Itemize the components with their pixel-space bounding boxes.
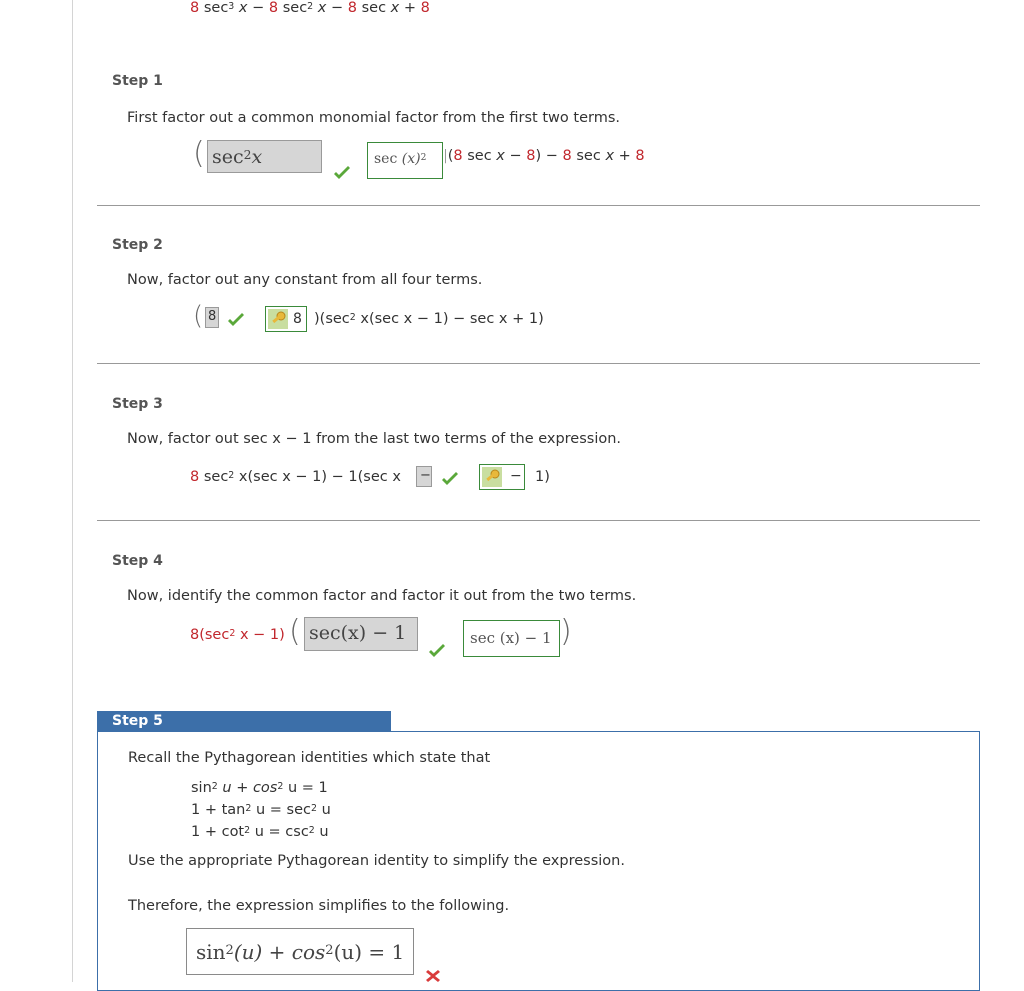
identity-2: $1 + \tan^2 u = \sec^2 u$ (191, 802, 331, 818)
step-2-answer-input[interactable]: 8 (205, 307, 219, 328)
key-icon (268, 309, 288, 329)
step-5-use: Use the appropriate Pythagorean identity to simplify the expression. (128, 853, 625, 869)
step-2-label: Step 2 (112, 237, 163, 253)
step-3-expression-end: 1) (535, 469, 550, 485)
step-3-label: Step 3 (112, 396, 163, 412)
step-4-label: Step 4 (112, 553, 163, 569)
open-paren: ( (193, 136, 205, 171)
check-icon (428, 644, 446, 658)
close-paren: ) (560, 614, 572, 649)
step-4-expression: $8(\sec^2$ x − 1) (190, 627, 285, 643)
step-5-answer-input[interactable]: $\sin^2(u) + \cos^2(u) = 1$ (186, 928, 414, 975)
step-5-recall: Recall the Pythagorean identities which state that (128, 750, 491, 766)
problem-expression: 8 $\sec^3 x - 8$ $\sec^2 x - 8$ sec x + 8 (190, 0, 430, 16)
step-4-answer-input[interactable]: sec(x) − 1 (304, 617, 418, 651)
open-paren: ( (193, 301, 204, 331)
step-3-expression: 8 $\sec^2 x(\sec$ x − 1) − 1(sec x (190, 469, 401, 485)
step-5-tab: Step 5 (97, 711, 391, 732)
step-divider (97, 205, 980, 206)
step-divider (97, 520, 980, 521)
identity-3: $1 + \cot^2 u = \csc^2 u$ (191, 824, 329, 840)
step-2-correct-answer: 8 (265, 306, 307, 332)
identity-1: $\sin^2 u + \cos^2 u = 1$ (191, 780, 328, 796)
left-divider (72, 0, 73, 982)
step-1-rest-expression: |(8 sec x − 8) − 8 sec x + 8 (443, 148, 645, 164)
step-4-instruction: Now, identify the common factor and factor it out from the two terms. (127, 588, 637, 604)
step-5-therefore: Therefore, the expression simplifies to the following. (128, 898, 510, 914)
step-divider (97, 363, 980, 364)
step-3-correct-answer: − (479, 464, 525, 490)
step-4-correct-answer: sec (x) − 1 (463, 620, 560, 657)
open-paren: ( (289, 614, 301, 649)
check-icon (441, 472, 459, 486)
step-1-label: Step 1 (112, 73, 163, 89)
step-1-correct-answer: $\sec (x)^2$ (367, 142, 443, 179)
step-2-rest-expression: )($\sec^2$ x(sec x − 1) − sec x + 1) (314, 311, 544, 327)
step-1-answer-input[interactable]: $\sec^2x$ (207, 140, 322, 173)
step-3-instruction: Now, factor out sec x − 1 from the last two terms of the expression. (127, 431, 622, 447)
check-icon (333, 166, 351, 180)
key-icon (482, 467, 502, 487)
check-icon (227, 313, 245, 327)
step-1-instruction: First factor out a common monomial factor from the first two terms. (127, 110, 620, 126)
step-2-instruction: Now, factor out any constant from all four terms. (127, 272, 483, 288)
x-icon (426, 970, 440, 982)
step-3-answer-input[interactable]: − (416, 466, 432, 487)
